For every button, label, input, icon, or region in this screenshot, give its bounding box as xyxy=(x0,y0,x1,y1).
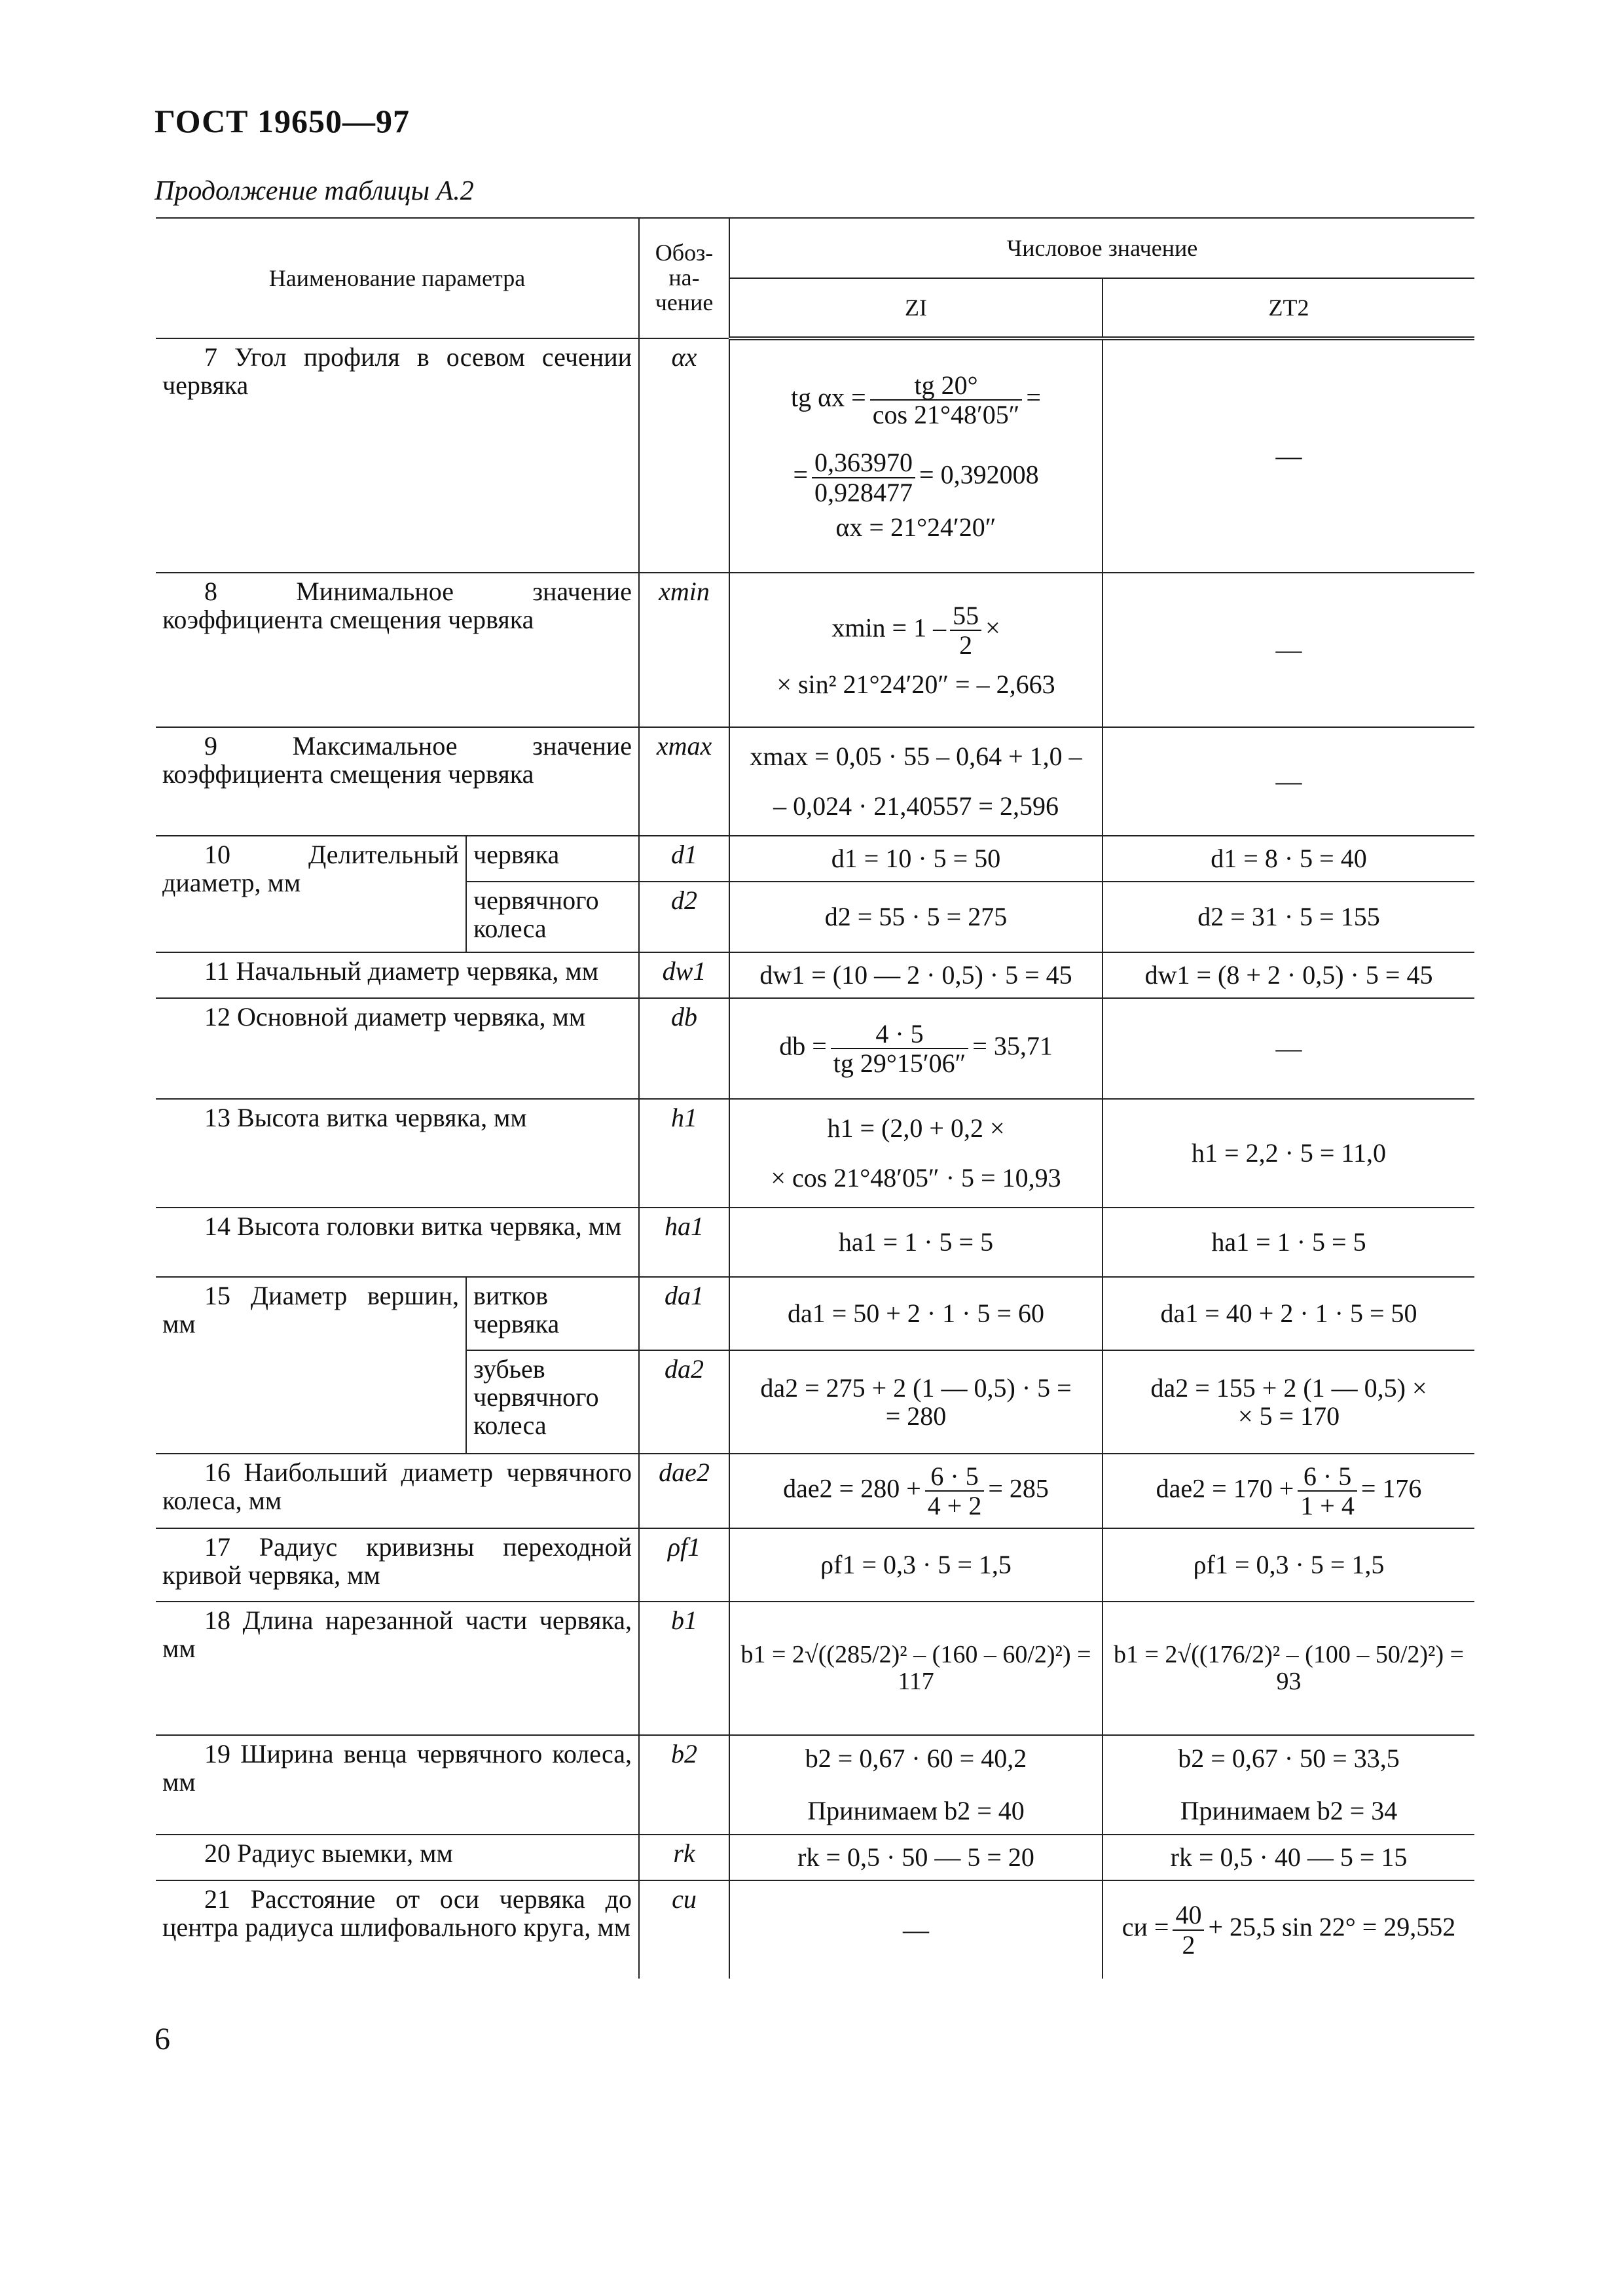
param-name: 13 Высота витка червяка, мм xyxy=(156,1099,639,1208)
denominator: 0,928477 xyxy=(814,477,913,507)
formula-part: = 0,392008 xyxy=(919,459,1039,490)
value-zi: d2 = 55 · 5 = 275 xyxy=(729,882,1103,952)
param-symbol: b1 xyxy=(639,1602,729,1735)
formula-part: = xyxy=(793,459,809,490)
param-name: 11 Начальный диаметр червяка, мм xyxy=(156,952,639,998)
page-number: 6 xyxy=(155,2022,170,2056)
value-zi: d1 = 10 · 5 = 50 xyxy=(729,836,1103,882)
param-symbol: db xyxy=(639,998,729,1099)
value-zt2: dw1 = (8 + 2 · 0,5) · 5 = 45 xyxy=(1103,952,1474,998)
numerator: tg 20° xyxy=(870,371,1023,401)
value-zt2: — xyxy=(1103,338,1474,573)
param-name: 16 Наибольший диаметр червячного колеса, мм xyxy=(156,1454,639,1528)
param-symbol: b2 xyxy=(639,1735,729,1835)
param-symbol: xmin xyxy=(639,573,729,727)
table-row xyxy=(156,1528,1474,1602)
header-numeric: Числовое значение xyxy=(729,218,1474,278)
table-continuation-caption: Продолжение таблицы А.2 xyxy=(155,176,474,206)
param-symbol: xmax xyxy=(639,727,729,836)
denominator: 2 xyxy=(959,630,973,660)
param-subname: червячного колеса xyxy=(466,882,639,952)
param-subname: витков червяка xyxy=(466,1277,639,1350)
formula-part: dae2 = 170 + xyxy=(1156,1473,1294,1503)
denominator: cos 21°48′05″ xyxy=(872,400,1020,430)
denominator: 2 xyxy=(1182,1929,1195,1960)
table-row xyxy=(156,1602,1474,1735)
value-zt2: b1 = 2√((176/2)² – (100 – 50/2)²) = 93 xyxy=(1103,1602,1474,1735)
formula-part: xmin = 1 – xyxy=(831,613,947,643)
value-zt2: rk = 0,5 · 40 — 5 = 15 xyxy=(1103,1835,1474,1880)
value-zi: b1 = 2√((285/2)² – (160 – 60/2)²) = 117 xyxy=(729,1602,1103,1735)
formula-part: tg αx = xyxy=(791,382,866,412)
table-row xyxy=(156,998,1474,1099)
header-name: Наименование параметра xyxy=(156,218,639,338)
standard-title: ГОСТ 19650—97 xyxy=(155,103,410,139)
table-row xyxy=(156,836,1474,882)
table-row xyxy=(156,1454,1474,1528)
formula-part: = 176 xyxy=(1360,1473,1422,1503)
param-symbol: h1 xyxy=(639,1099,729,1208)
value-zi: ρf1 = 0,3 · 5 = 1,5 xyxy=(729,1528,1103,1602)
param-symbol: dae2 xyxy=(639,1454,729,1528)
fraction xyxy=(1298,1462,1357,1520)
value-zi: dw1 = (10 — 2 · 0,5) · 5 = 45 xyxy=(729,952,1103,998)
formula-line: αx = 21°24′20″ xyxy=(835,512,996,542)
param-name: 21 Расстояние от оси червяка до центра радиуса шлифовального круга, мм xyxy=(156,1880,639,1979)
formula-part: dae2 = 280 + xyxy=(783,1473,921,1503)
param-name: 10 Делительный диаметр, мм xyxy=(156,836,466,952)
numerator: 55 xyxy=(950,601,981,631)
fraction xyxy=(1173,1901,1204,1958)
value-zi: rk = 0,5 · 50 — 5 = 20 xyxy=(729,1835,1103,1880)
numerator: 6 · 5 xyxy=(1298,1462,1357,1492)
value-zi: xmax = 0,05 · 55 – 0,64 + 1,0 – – 0,024 · 21,40557 = 2,596 xyxy=(729,727,1103,836)
formula-part: × xyxy=(985,613,1000,643)
formula-part: db = xyxy=(779,1031,827,1061)
value-zi: da1 = 50 + 2 · 1 · 5 = 60 xyxy=(729,1277,1103,1350)
param-subname: зубьев червячного колеса xyxy=(466,1350,639,1454)
table-row xyxy=(156,1835,1474,1880)
param-symbol: dw1 xyxy=(639,952,729,998)
numerator: 0,363970 xyxy=(812,448,915,478)
value-zt2: ρf1 = 0,3 · 5 = 1,5 xyxy=(1103,1528,1474,1602)
numerator: 6 · 5 xyxy=(925,1462,985,1492)
formula-line: × sin² 21°24′20″ = – 2,663 xyxy=(776,669,1055,699)
value-zt2 xyxy=(1103,1454,1474,1528)
value-zi: ha1 = 1 · 5 = 5 xyxy=(729,1208,1103,1277)
param-name: 19 Ширина венца червячного колеса, мм xyxy=(156,1735,639,1835)
value-zt2: — xyxy=(1103,998,1474,1099)
denominator: 4 + 2 xyxy=(927,1491,982,1520)
param-symbol: da2 xyxy=(639,1350,729,1454)
param-symbol: αx xyxy=(639,338,729,573)
table-row xyxy=(156,1099,1474,1208)
param-name: 15 Диаметр вершин, мм xyxy=(156,1277,466,1454)
value-zt2: — xyxy=(1103,727,1474,836)
param-symbol: ρf1 xyxy=(639,1528,729,1602)
param-name: 7 Угол профиля в осевом сечении червяка xyxy=(156,338,639,573)
param-symbol: cи xyxy=(639,1880,729,1979)
param-name: 12 Основной диаметр червяка, мм xyxy=(156,998,639,1099)
parameters-table xyxy=(156,217,1474,1979)
fraction xyxy=(870,371,1023,429)
value-zi: — xyxy=(729,1880,1103,1979)
table-row xyxy=(156,1735,1474,1835)
value-zi: h1 = (2,0 + 0,2 × × cos 21°48′05″ · 5 = 10,93 xyxy=(729,1099,1103,1208)
value-zt2: — xyxy=(1103,573,1474,727)
value-zi xyxy=(729,573,1103,727)
formula-part: + 25,5 sin 22° = 29,552 xyxy=(1208,1912,1456,1942)
value-zt2: d1 = 8 · 5 = 40 xyxy=(1103,836,1474,882)
param-symbol: d2 xyxy=(639,882,729,952)
fraction xyxy=(831,1020,969,1077)
value-zt2: ha1 = 1 · 5 = 5 xyxy=(1103,1208,1474,1277)
table-row xyxy=(156,1208,1474,1277)
value-zt2: b2 = 0,67 · 50 = 33,5 Принимаем b2 = 34 xyxy=(1103,1735,1474,1835)
param-symbol: ha1 xyxy=(639,1208,729,1277)
param-name: 8 Минимальное значение коэффициента смещения червяка xyxy=(156,573,639,727)
denominator: 1 + 4 xyxy=(1300,1491,1355,1520)
param-name: 9 Максимальное значение коэффициента смещения червяка xyxy=(156,727,639,836)
fraction xyxy=(925,1462,985,1520)
value-zi: b2 = 0,67 · 60 = 40,2 Принимаем b2 = 40 xyxy=(729,1735,1103,1835)
param-subname: червяка xyxy=(466,836,639,882)
value-zt2: h1 = 2,2 · 5 = 11,0 xyxy=(1103,1099,1474,1208)
numerator: 40 xyxy=(1173,1901,1204,1930)
fraction xyxy=(812,448,915,506)
formula-part: cи = xyxy=(1122,1912,1169,1942)
value-zt2: d2 = 31 · 5 = 155 xyxy=(1103,882,1474,952)
table-row xyxy=(156,727,1474,836)
header-zt2: ZT2 xyxy=(1103,278,1474,338)
header-symbol: Обоз- на- чение xyxy=(639,218,729,338)
value-zt2 xyxy=(1103,1880,1474,1979)
param-symbol: d1 xyxy=(639,836,729,882)
table-row xyxy=(156,573,1474,727)
formula-part: = 285 xyxy=(988,1473,1049,1503)
denominator: tg 29°15′06″ xyxy=(833,1049,966,1078)
param-name: 17 Радиус кривизны переходной кривой червяка, мм xyxy=(156,1528,639,1602)
table-row xyxy=(156,952,1474,998)
value-zi xyxy=(729,338,1103,573)
value-zi xyxy=(729,998,1103,1099)
param-symbol: rk xyxy=(639,1835,729,1880)
numerator: 4 · 5 xyxy=(831,1020,969,1049)
param-name: 14 Высота головки витка червяка, мм xyxy=(156,1208,639,1277)
fraction xyxy=(950,601,981,659)
table-row xyxy=(156,1277,1474,1350)
value-zt2: da2 = 155 + 2 (1 — 0,5) × × 5 = 170 xyxy=(1103,1350,1474,1454)
value-zi xyxy=(729,1454,1103,1528)
param-name: 20 Радиус выемки, мм xyxy=(156,1835,639,1880)
table-row xyxy=(156,338,1474,573)
header-zi: ZI xyxy=(729,278,1103,338)
formula-part: = 35,71 xyxy=(972,1031,1053,1061)
value-zi: da2 = 275 + 2 (1 — 0,5) · 5 = = 280 xyxy=(729,1350,1103,1454)
value-zt2: da1 = 40 + 2 · 1 · 5 = 50 xyxy=(1103,1277,1474,1350)
formula-part: = xyxy=(1026,382,1041,412)
param-name: 18 Длина нарезанной части червяка, мм xyxy=(156,1602,639,1735)
param-symbol: da1 xyxy=(639,1277,729,1350)
table-row xyxy=(156,1880,1474,1979)
